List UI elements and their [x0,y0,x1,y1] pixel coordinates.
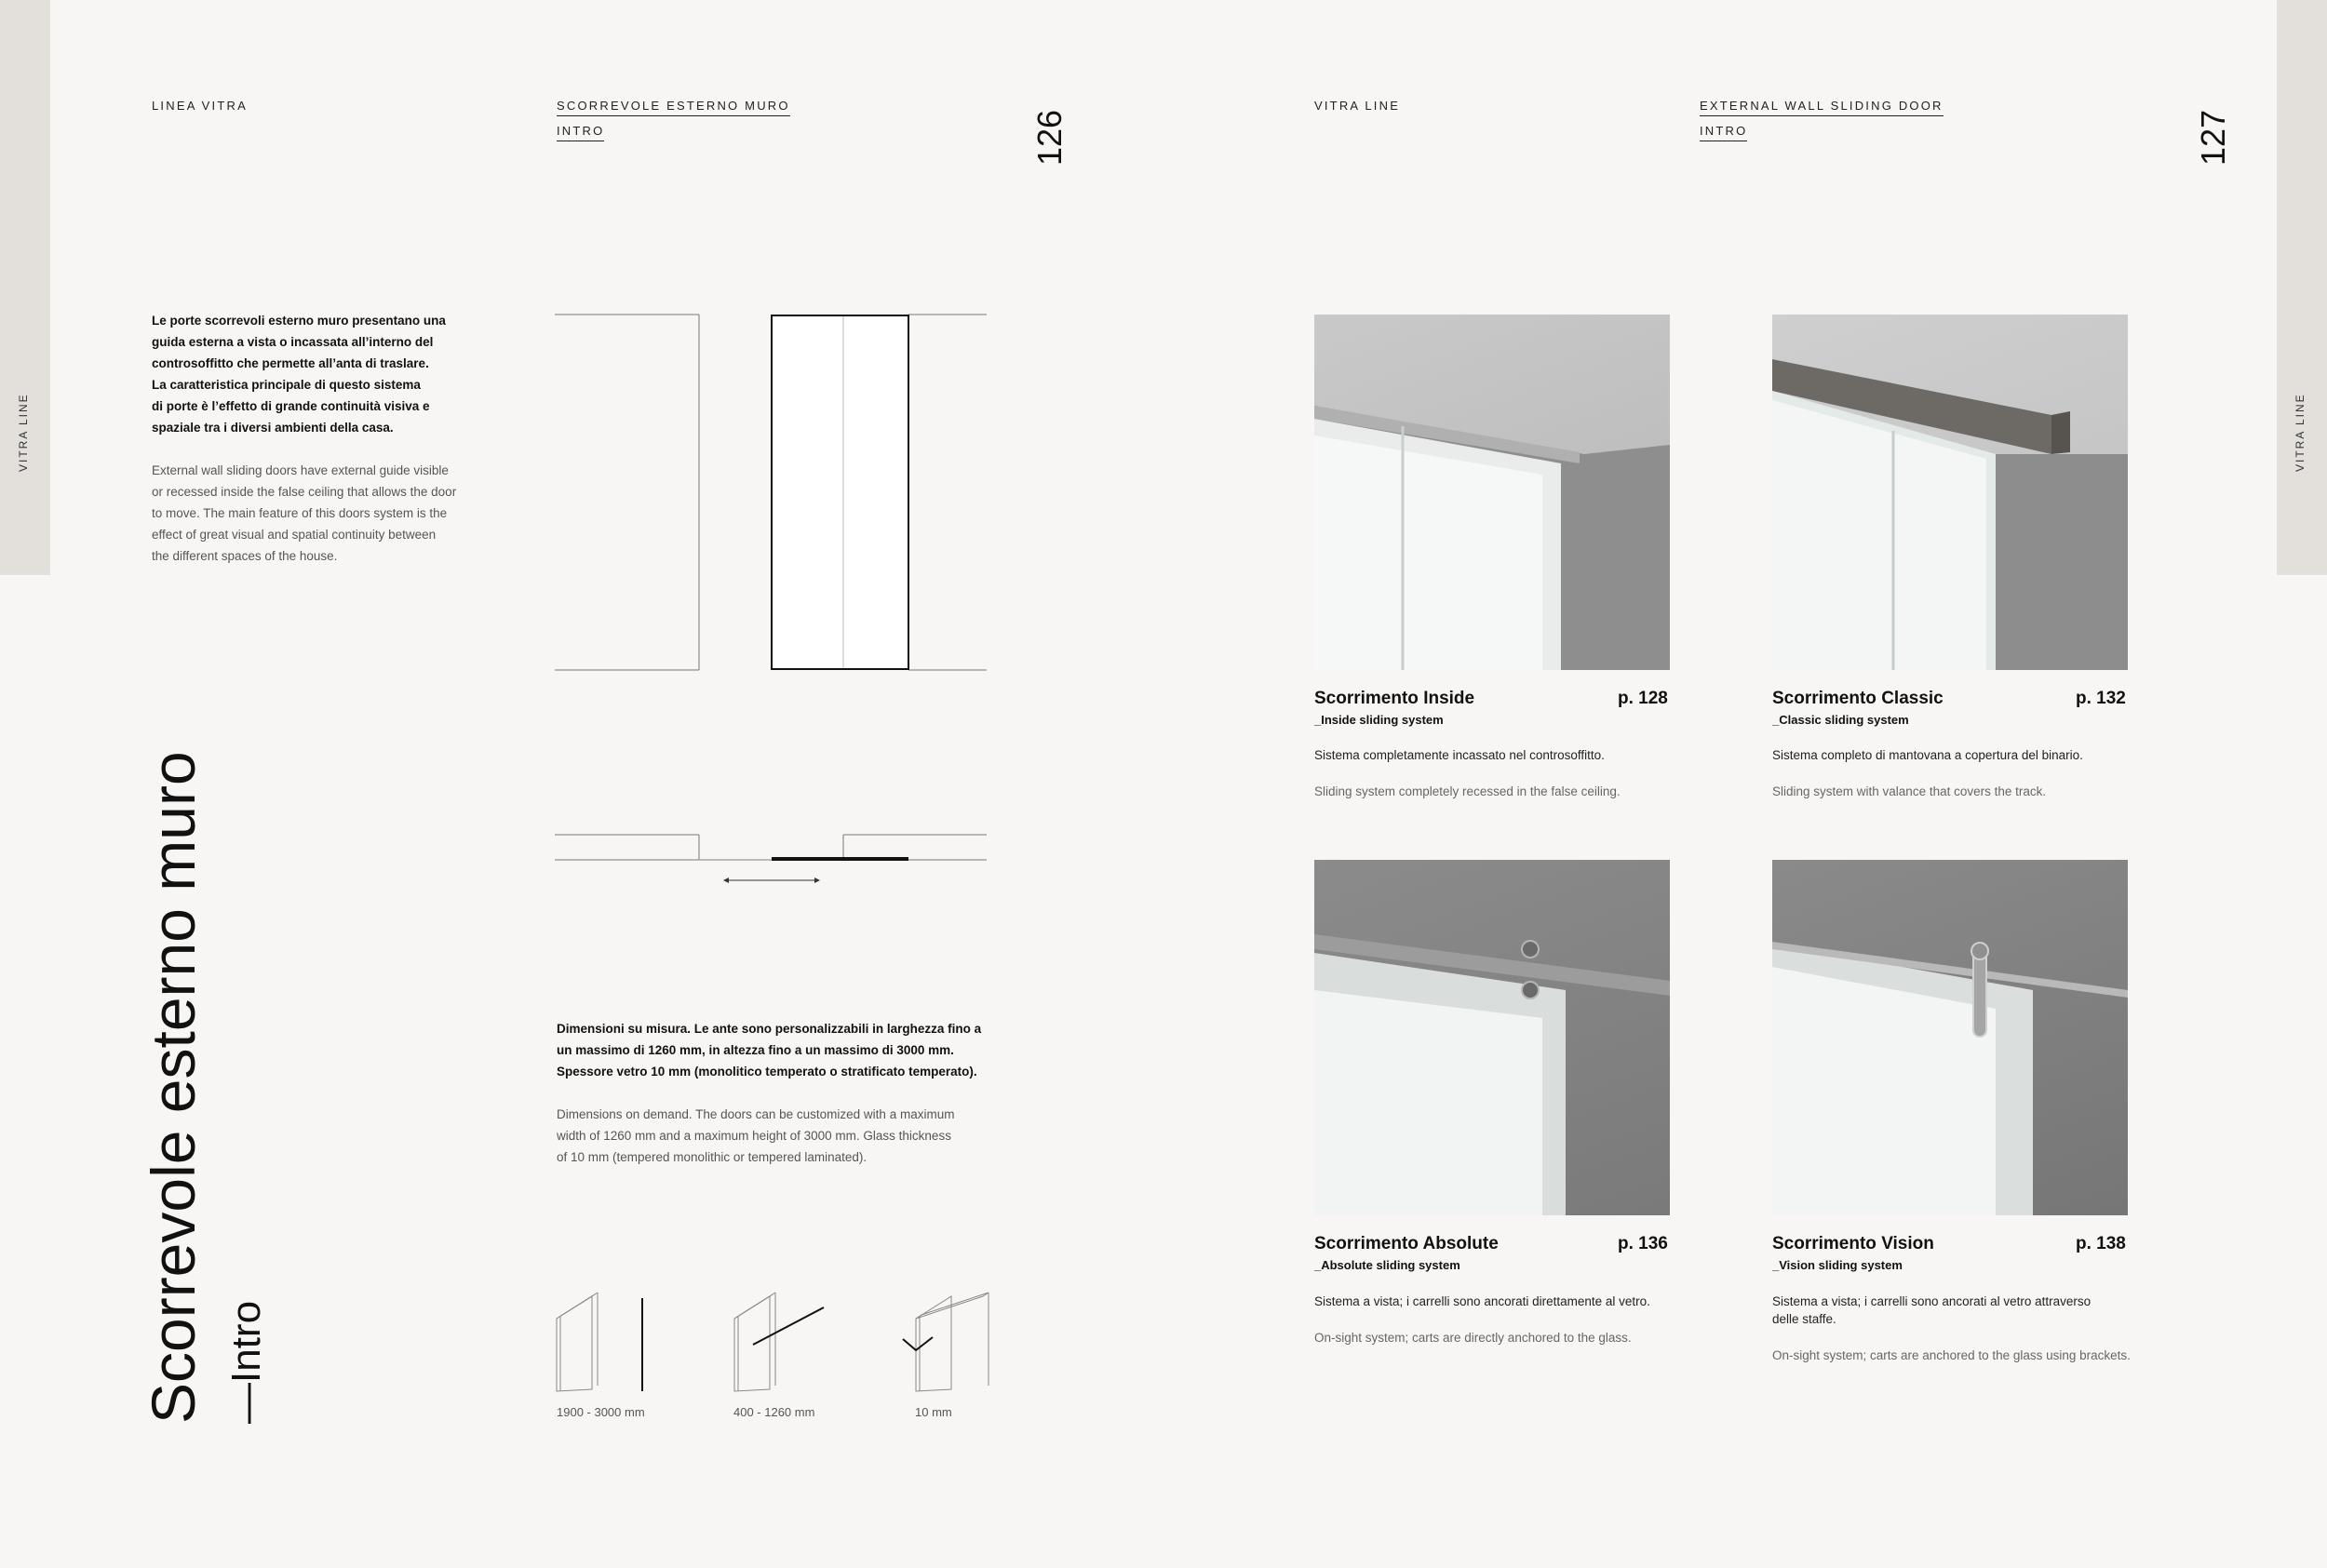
intro-text-it [152,310,468,438]
absolute-card-text-it: Sistema a vista; i carrelli sono ancorati direttamente al vetro. [1314,1294,1650,1308]
left-header-section-link[interactable]: SCORREVOLE ESTERNO MURO [557,99,790,116]
inside-card-title[interactable]: Scorrimento Inside [1314,689,1475,708]
right-header-sub-link[interactable]: INTRO [1700,124,1747,141]
intro-en-line: to move. The main feature of this doors system is the [152,506,448,520]
height-dimension-line [639,1298,648,1391]
inside-card-page-ref[interactable]: p. 128 [1618,689,1668,708]
dims-it-line: Spessore vetro 10 mm (monolitico temperato o stratificato temperato). [557,1065,977,1079]
right-header-sub [1700,124,1747,141]
inside-system-photo-art [1314,315,1670,670]
elevation-wall-right [908,315,987,670]
absolute-system-photo[interactable] [1314,860,1670,1215]
intro-it-line: controsoffitto che permette all’anta di traslare. [152,356,429,370]
vision-card-title[interactable]: Scorrimento Vision [1772,1234,1934,1253]
absolute-card-title[interactable]: Scorrimento Absolute [1314,1234,1499,1253]
dimensions-text-it [557,1018,1013,1082]
plan-door-panel [772,857,908,861]
classic-card-page-ref[interactable]: p. 132 [2076,689,2126,708]
door-elevation-diagram [555,307,992,679]
dims-en-line: width of 1260 mm and a maximum height of 3000 mm. Glass thickness [557,1129,951,1143]
intro-en-line: effect of great visual and spatial continuity between [152,528,437,542]
vision-card-text-en: On-sight system; carts are anchored to the glass using brackets. [1772,1348,2131,1362]
right-header-series: VITRA LINE [1314,99,1401,113]
intro-it-line: guida esterna a vista o incassata all’interno del [152,335,434,349]
absolute-card-subtitle: _Absolute sliding system [1314,1258,1460,1272]
intro-it-line: spaziale tra i diversi ambienti della casa. [152,421,394,435]
plan-sliding-arrow [723,878,820,883]
inside-card-text-it: Sistema completamente incassato nel controsoffitto. [1314,748,1605,762]
right-header-section [1700,99,1944,116]
classic-card-title[interactable]: Scorrimento Classic [1772,689,1944,708]
width-dimension-icon [733,1289,835,1396]
dimensions-text-en [557,1104,1013,1168]
vision-card-subtitle: _Vision sliding system [1772,1258,1903,1272]
elevation-wall-left [555,315,699,670]
section-subtitle: —Intro [223,1300,269,1424]
intro-it-line: Le porte scorrevoli esterno muro presentano una [152,314,446,328]
vision-system-photo-art [1772,860,2128,1215]
classic-card-subtitle: _Classic sliding system [1772,713,1909,727]
height-dimension-icon [555,1289,629,1396]
vision-card-text-it: Sistema a vista; i carrelli sono ancorati al vetro attraverso delle staffe. [1772,1294,2092,1326]
dims-en-line: Dimensions on demand. The doors can be customized with a maximum [557,1107,955,1121]
thickness-dimension-icon [899,1289,992,1396]
inside-card-text-en: Sliding system completely recessed in the false ceiling. [1314,784,1621,798]
intro-text-en [152,460,487,567]
classic-card-text-it: Sistema completo di mantovana a copertura del binario. [1772,748,2083,762]
inside-card-subtitle: _Inside sliding system [1314,713,1444,727]
intro-it-line: di porte è l’effetto di grande continuità visiva e [152,399,430,413]
left-side-tab [0,0,50,575]
section-title: Scorrevole esterno muro [139,751,208,1424]
vision-system-photo[interactable] [1772,860,2128,1215]
intro-en-line: or recessed inside the false ceiling that allows the door [152,485,457,499]
left-header-section [557,99,790,116]
dims-it-line: un massimo di 1260 mm, in altezza fino a un massimo di 3000 mm. [557,1043,954,1057]
intro-en-line: the different spaces of the house. [152,549,338,563]
right-header-section-link[interactable]: EXTERNAL WALL SLIDING DOOR [1700,99,1944,116]
dims-it-line: Dimensioni su misura. Le ante sono personalizzabili in larghezza fino a [557,1022,982,1036]
dim-label-thickness: 10 mm [915,1405,952,1419]
intro-it-line: La caratteristica principale di questo sistema [152,378,421,392]
intro-en-line: External wall sliding doors have external guide visible [152,463,449,477]
right-side-tab-label: VITRA LINE [2293,393,2307,473]
left-header-sub [557,124,604,141]
absolute-card-page-ref[interactable]: p. 136 [1618,1234,1668,1253]
left-side-tab-label: VITRA LINE [17,393,30,473]
dim-label-width: 400 - 1260 mm [733,1405,815,1419]
right-page-number: 127 [2194,109,2232,167]
absolute-system-photo-art [1314,860,1670,1215]
left-header-sub-link[interactable]: INTRO [557,124,604,141]
classic-card-text-en: Sliding system with valance that covers the track. [1772,784,2047,798]
classic-system-photo[interactable] [1772,315,2128,670]
dims-en-line: of 10 mm (tempered monolithic or tempered laminated). [557,1150,868,1164]
absolute-card-text-en: On-sight system; carts are directly anchored to the glass. [1314,1331,1632,1345]
right-side-tab [2277,0,2327,575]
elevation-door-panel [772,315,908,669]
vision-card-page-ref[interactable]: p. 138 [2076,1234,2126,1253]
door-plan-diagram [555,828,992,893]
classic-system-photo-art [1772,315,2128,670]
left-page-number: 126 [1030,109,1069,167]
inside-system-photo[interactable] [1314,315,1670,670]
left-header-series: LINEA VITRA [152,99,248,113]
dim-label-height: 1900 - 3000 mm [557,1405,645,1419]
